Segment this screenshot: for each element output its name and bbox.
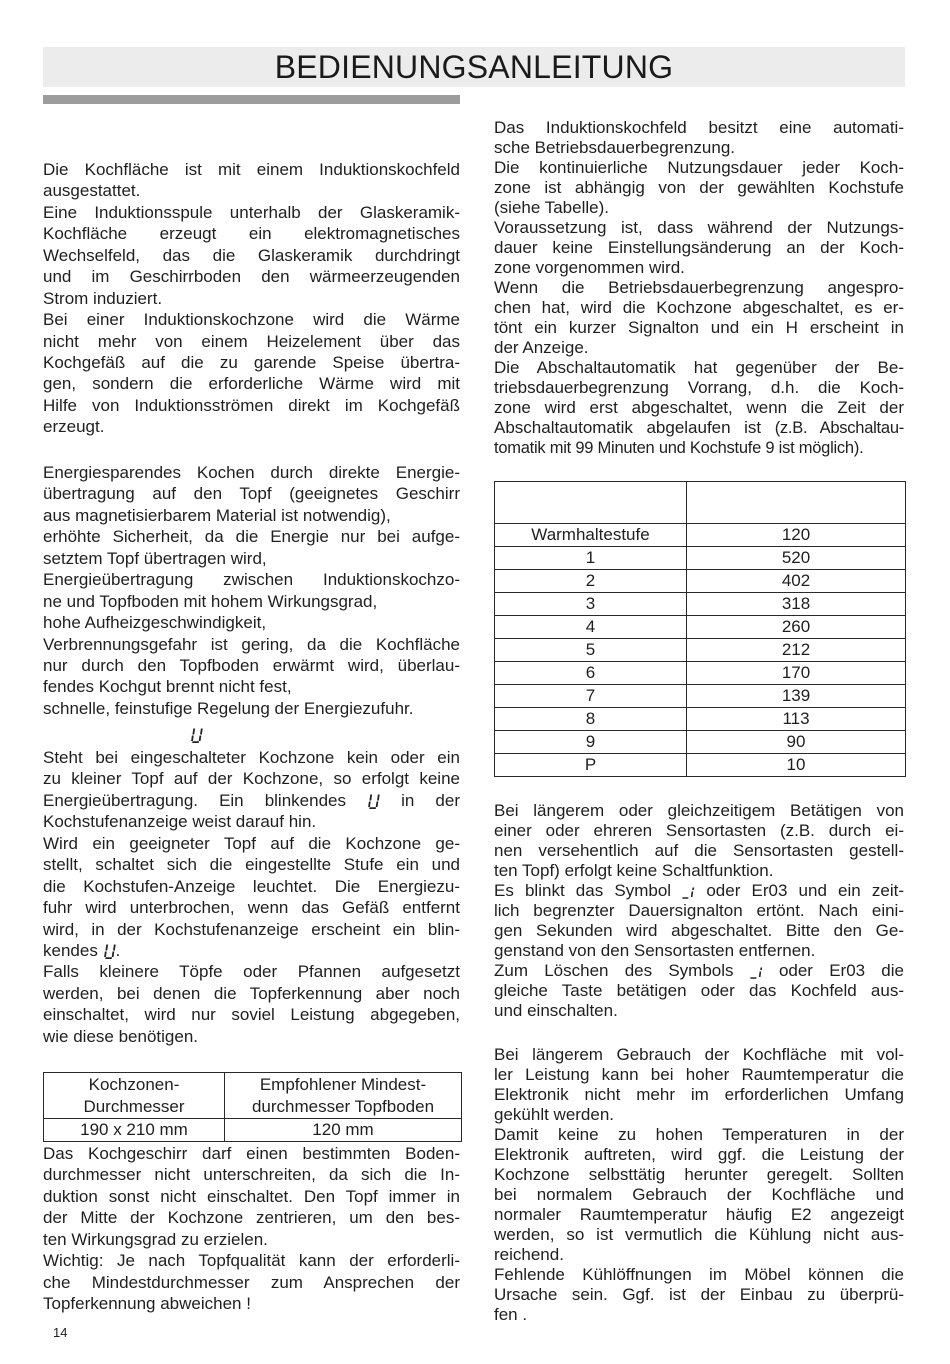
paragraph [43, 1143, 460, 1250]
table-cell: 260 [687, 616, 906, 639]
text-line: Kochfläche erzeugt ein elektromagnetisches [43, 224, 460, 244]
text-line: Topferkennung abweichen ! [43, 1294, 251, 1314]
text-line: genstand von den Sensortasten entfernen. [494, 941, 816, 960]
text-line: bei normalem Gebrauch der Kochfläche und [494, 1185, 904, 1204]
table-row [495, 547, 906, 570]
text-line: zone wird erst abgeschaltet, wenn die Zeit der [494, 398, 904, 417]
header-line: Kochzonen- [88, 1074, 180, 1094]
table-cell: P [495, 754, 687, 777]
text-line: Bei längerem Gebrauch der Kochfläche mit vol- [494, 1045, 904, 1064]
operating-time-limit-text [494, 118, 904, 458]
table-cell: 4 [495, 616, 687, 639]
text-line: Falls kleinere Töpfe oder Pfannen aufgesetzt [43, 962, 460, 982]
table-cell: 113 [687, 708, 906, 731]
table-header-cell [225, 1073, 462, 1119]
table-cell: 1 [495, 547, 687, 570]
sensor-lock-text [494, 801, 904, 1021]
paragraph [43, 1250, 460, 1314]
text-line: der Anzeige. [494, 338, 589, 357]
text-run: oder Er03 und ein zeit- [695, 881, 904, 900]
paragraph [43, 526, 460, 569]
table-cell: 10 [687, 754, 906, 777]
paragraph [43, 462, 460, 526]
text-line: nur durch den Topfboden erwärmt wird, überlau- [43, 655, 460, 675]
text-line: reichend. [494, 1245, 564, 1264]
text-line: triebsdauerbegrenzung Vorrang, d.h. die Koch- [494, 378, 904, 397]
table-cell: 5 [495, 639, 687, 662]
section-rule [43, 95, 460, 104]
text-line: Elektronik nicht mehr im erforderlichen Umfang [494, 1085, 904, 1104]
table-header-row [495, 482, 906, 524]
seven-segment-u-icon [190, 727, 203, 743]
text-line: Das Induktionskochfeld besitzt eine automati- [494, 118, 904, 137]
seven-segment-u-icon [103, 943, 116, 959]
text-line: und im Geschirrboden den wärmeerzeugenden [43, 267, 460, 287]
table-row [495, 616, 906, 639]
text-line: gen, sondern die erforderliche Wärme wird mit [43, 374, 460, 394]
text-line: Wichtig: Je nach Topfqualität kann der erforderli- [43, 1251, 460, 1271]
table-header-cell [687, 482, 906, 524]
table-cell: 139 [687, 685, 906, 708]
induction-features-text [43, 462, 460, 719]
text-line: Ursache sein. Ggf. ist der Einbau zu überprü- [494, 1285, 904, 1304]
text-line: ten Topf) erfolgt keine Schaltfunktion. [494, 861, 774, 880]
text-line: und einschalten. [494, 1001, 618, 1020]
text-line [494, 881, 904, 901]
table-header-cell [44, 1073, 225, 1119]
table-cell: 212 [687, 639, 906, 662]
table-cell: 190 x 210 mm [44, 1119, 225, 1142]
table-row [495, 524, 906, 547]
pan-detection-text [43, 747, 460, 1047]
page-header [43, 47, 905, 87]
text-line: ausgestattet. [43, 181, 141, 201]
text-line: Verbrennungsgefahr ist gering, da die Kochfläche [43, 634, 460, 654]
table-cell: 6 [495, 662, 687, 685]
header-line: Empfohlener Mindest- [259, 1074, 427, 1094]
text-line [43, 790, 460, 811]
table-cell: 120 [687, 524, 906, 547]
paragraph [43, 747, 460, 833]
text-line: einer oder ehreren Sensortasten (z.B. durch ei- [494, 821, 904, 840]
table-cell: 2 [495, 570, 687, 593]
text-line: wird, in der Kochstufenanzeige erscheint ein blin- [43, 919, 460, 939]
text-run: Es blinkt das Symbol [494, 881, 683, 900]
table-row [495, 570, 906, 593]
seven-segment-underscore-bar-icon [682, 883, 695, 899]
paragraph [43, 612, 460, 633]
paragraph [43, 833, 460, 962]
table-cell: 8 [495, 708, 687, 731]
paragraph [43, 634, 460, 698]
text-line: gleiche Taste betätigen oder das Kochfeld aus- [494, 981, 904, 1000]
text-line: gen Sekunden wird abgeschaltet. Bitte den Ge- [494, 921, 904, 940]
table-header-cell [495, 482, 687, 524]
text-line: zone ist abhängig von der gewählten Kochstufe [494, 178, 904, 197]
table-cell: 9 [495, 731, 687, 754]
table-row [495, 731, 906, 754]
text-line: Die kontinuierliche Nutzungsdauer jeder Koch- [494, 158, 904, 177]
paragraph [494, 1045, 904, 1125]
paragraph [43, 698, 460, 719]
text-line: fuhr wird unterbrochen, wenn das Gefäß entfernt [43, 898, 460, 918]
paragraph [43, 569, 460, 612]
page-title: BEDIENUNGSANLEITUNG [274, 49, 674, 85]
text-line: hohe Aufheizgeschwindigkeit, [43, 613, 267, 633]
text-line [494, 418, 904, 438]
text-line: Kochgefäß auf die zu garende Speise übertra- [43, 352, 460, 372]
paragraph [494, 1265, 904, 1325]
text-line: Steht bei eingeschalteter Kochzone kein oder ein [43, 748, 460, 767]
text-line: Energiesparendes Kochen durch direkte Energie- [43, 463, 460, 482]
table-row [495, 593, 906, 616]
text-line: Hilfe von Induktionsströmen direkt im Kochgefäß [43, 395, 460, 415]
text-line: ten Wirkungsgrad zu erzielen. [43, 1229, 268, 1249]
pan-size-table [43, 1072, 462, 1142]
text-line: wie diese benötigen. [43, 1026, 199, 1046]
paragraph [43, 309, 460, 438]
text-line: Wird ein geeigneter Topf auf die Kochzone ge- [43, 833, 460, 853]
cookware-text [43, 1143, 460, 1315]
text-line: che Mindestdurchmesser zum Ansprechen der [43, 1272, 460, 1292]
table-row [495, 708, 906, 731]
text-line: Wechselfeld, das die Glaskeramik durchdringt [43, 245, 460, 265]
text-line: Wenn die Betriebsdauerbegrenzung angespro- [494, 278, 904, 297]
text-run: Abschaltautomatik abgelaufen ist [494, 418, 775, 437]
text-line: Eine Induktionsspule unterhalb der Glaskeramik- [43, 202, 460, 222]
text-line: lich begrenzter Dauersignalton ertönt. Nach eini- [494, 901, 904, 920]
text-line: normaler Raumtemperatur häufig E2 angezeigt [494, 1205, 904, 1224]
text-line: dauer keine Einstellungsänderung an der Koch- [494, 238, 904, 257]
text-line: (siehe Tabelle). [494, 198, 609, 217]
text-line: Bei einer Induktionskochzone wird die Wärme [43, 310, 460, 330]
text-line: die Kochstufen-Anzeige leuchtet. Die Energiezu- [43, 876, 460, 896]
paragraph [494, 801, 904, 881]
text-run: Zum Löschen des Symbols [494, 961, 750, 980]
text-line: setztem Topf übertragen wird, [43, 548, 267, 568]
text-line: Bei längerem oder gleichzeitigem Betätigen von [494, 801, 904, 820]
seven-segment-u-icon [367, 793, 380, 809]
paragraph [494, 1125, 904, 1265]
text-line: Voraussetzung ist, dass während der Nutzungs- [494, 218, 904, 237]
table-cell: Warmhaltestufe [495, 524, 687, 547]
table-cell: 170 [687, 662, 906, 685]
text-run: oder Er03 die [762, 961, 904, 980]
table-cell: 402 [687, 570, 906, 593]
text-line: zone vorgenommen wird. [494, 258, 685, 277]
text-line: nicht mehr von einem Heizelement über das [43, 331, 460, 351]
text-line: schnelle, feinstufige Regelung der Energiezufuhr. [43, 698, 414, 718]
text-line: werden, bei denen die Topferkennung aber noch [43, 983, 460, 1003]
text-line: aus magnetisierbarem Material ist notwendig), [43, 505, 391, 525]
text-line: Elektronik auftreten, wird ggf. die Leistung der [494, 1145, 904, 1164]
text-line: gekühlt werden. [494, 1105, 615, 1124]
paragraph [494, 881, 904, 961]
text-line: nen versehentlich auf die Sensortasten gestell- [494, 841, 904, 860]
text-line: stellt, schaltet sich die eingestellte Stufe ein und [43, 855, 460, 875]
text-line: Kochzone selbsttätig herunter geregelt. Sollten [494, 1165, 904, 1184]
table-cell: 520 [687, 547, 906, 570]
table-row [44, 1119, 462, 1142]
table-cell: 3 [495, 593, 687, 616]
text-run: . [115, 940, 121, 960]
text-line: erzeugt. [43, 417, 105, 437]
text-line: Kochstufenanzeige weist darauf hin. [43, 812, 317, 832]
text-line: fendes Kochgut brennt nicht fest, [43, 677, 292, 697]
text-line: fen . [494, 1305, 528, 1324]
text-line: sche Betriebsdauerbegrenzung. [494, 138, 735, 157]
table-row [495, 754, 906, 777]
paragraph [494, 218, 904, 278]
table-cell: 7 [495, 685, 687, 708]
table-cell: 120 mm [225, 1119, 462, 1142]
text-run: in der [380, 790, 460, 810]
text-line: tönt ein kurzer Signalton und ein H erscheint in [494, 318, 904, 337]
table-cell: 90 [687, 731, 906, 754]
text-line [494, 961, 904, 981]
text-line: werden, so ist vermutlich die Kühlung nicht aus- [494, 1225, 904, 1244]
text-line: erhöhte Sicherheit, da die Energie nur bei aufge- [43, 527, 460, 547]
paragraph [494, 961, 904, 1021]
text-run: kendes [43, 940, 103, 960]
table-row [495, 662, 906, 685]
table-cell: 318 [687, 593, 906, 616]
text-line: durchmesser nicht unterschreiten, da sich die In- [43, 1165, 460, 1185]
text-line: duktion sonst nicht einschaltet. Den Topf immer in [43, 1186, 460, 1206]
text-line: Das Kochgeschirr darf einen bestimmten Boden- [43, 1144, 460, 1163]
electronics-cooling-text [494, 1045, 904, 1325]
text-line: einschaltet, wird nur soviel Leistung abgegeben, [43, 1005, 460, 1025]
text-run: Energieübertragung. Ein blinkendes [43, 790, 368, 810]
paragraph [494, 278, 904, 358]
footnote-run: tomatik mit 99 Minuten und Kochstufe 9 ist möglich). [494, 439, 864, 457]
text-line: ne und Topfboden mit hohem Wirkungsgrad, [43, 591, 378, 611]
header-line: durchmesser Topfboden [251, 1096, 435, 1116]
text-line: Fehlende Kühlöffnungen im Möbel können die [494, 1265, 904, 1284]
text-line: Energieübertragung zwischen Induktionskochzo- [43, 570, 460, 590]
text-line: ler Leistung kann bei hoher Raumtemperatur die [494, 1065, 904, 1084]
table-row [495, 685, 906, 708]
text-line [43, 940, 460, 961]
text-line: Die Abschaltautomatik hat gegenüber der Be- [494, 358, 904, 377]
paragraph [494, 118, 904, 158]
text-line: der Mitte der Kochzone zentrieren, um den bes- [43, 1208, 460, 1228]
footnote-run: (z.B. Abschaltau- [774, 419, 904, 437]
text-line: übertragung auf den Topf (geeignetes Geschirr [43, 484, 460, 504]
paragraph [494, 158, 904, 218]
paragraph [494, 358, 904, 458]
text-line [494, 438, 904, 458]
text-line: zu kleiner Topf auf der Kochzone, so erfolgt keine [43, 769, 460, 789]
text-line: Die Kochfläche ist mit einem Induktionskochfeld [43, 160, 460, 179]
table-header-row [44, 1073, 462, 1119]
header-line: Durchmesser [83, 1096, 185, 1116]
paragraph [43, 202, 460, 309]
text-line: Damit keine zu hohen Temperaturen in der [494, 1125, 904, 1144]
paragraph [43, 961, 460, 1047]
induction-intro-text [43, 159, 460, 438]
paragraph [43, 159, 460, 202]
page-number: 14 [53, 1325, 68, 1340]
seven-segment-underscore-bar-icon [750, 963, 763, 979]
text-line: Strom induziert. [43, 288, 163, 308]
table-row [495, 639, 906, 662]
operating-time-table [494, 481, 906, 777]
text-line: chen hat, wird die Kochzone abgeschaltet, es er- [494, 298, 904, 317]
